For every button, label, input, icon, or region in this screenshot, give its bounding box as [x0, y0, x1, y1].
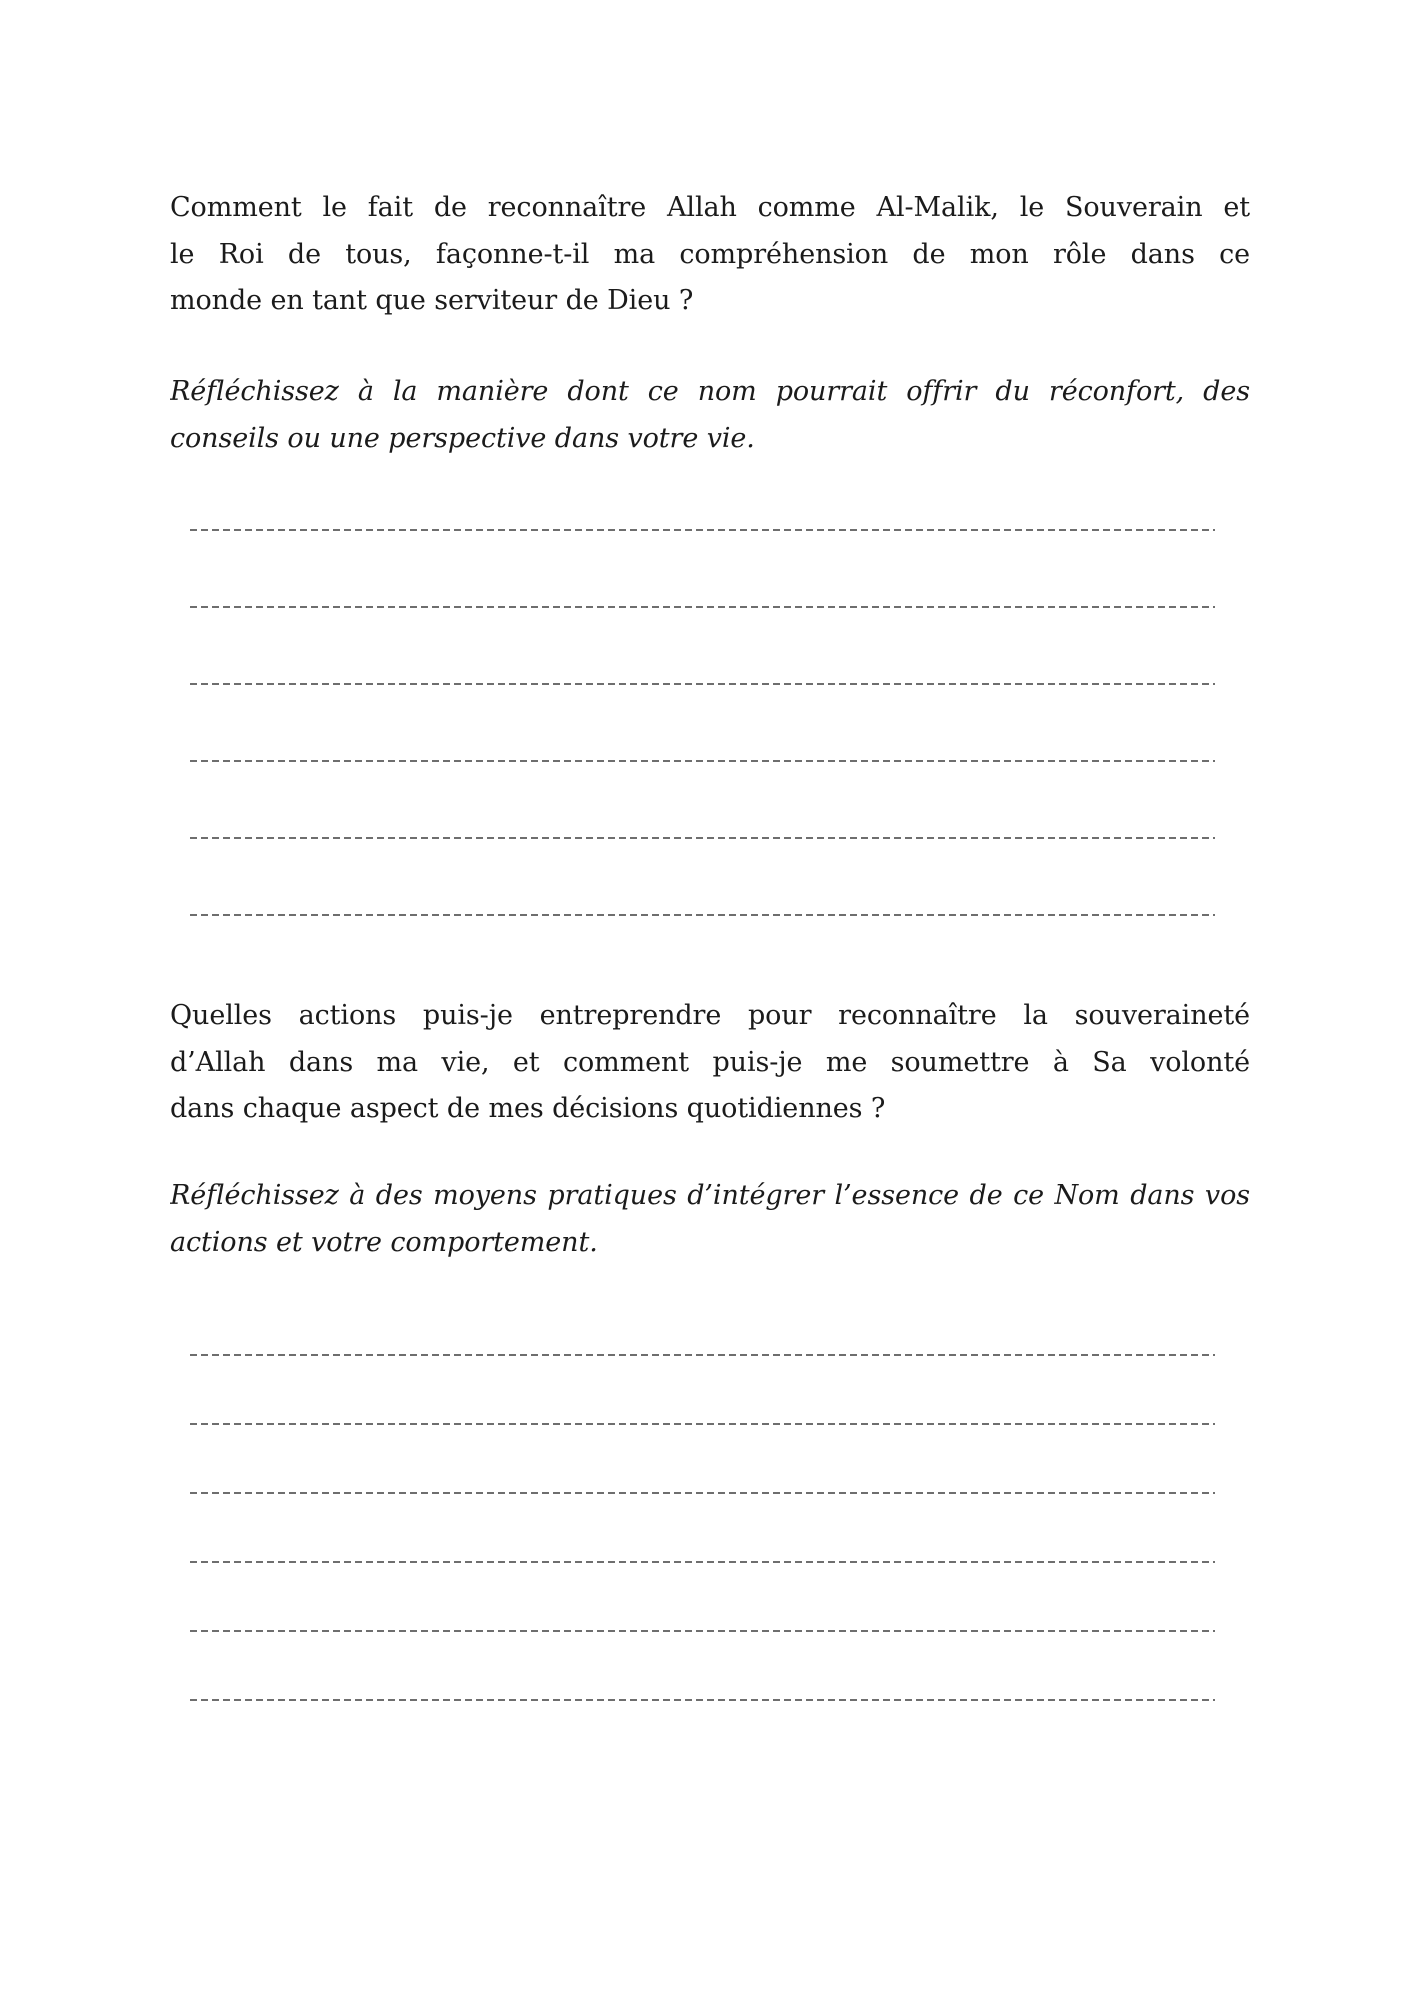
- reflection-hint-2: [170, 1173, 1250, 1266]
- answer-lines-block-2: [190, 1354, 1215, 1701]
- writing-line: [190, 1630, 1215, 1632]
- reflection-hint-2-line-2: actions et votre comportement.: [170, 1226, 598, 1258]
- writing-line: [190, 760, 1215, 762]
- writing-line: [190, 606, 1215, 608]
- writing-line: [190, 1423, 1215, 1425]
- reflection-hint-1-line-1: Réfléchissez à la manière dont ce nom pourrait offrir du réconfort, des: [170, 376, 1250, 407]
- question-1-line-1: Comment le fait de reconnaître Allah comme Al-Malik, le Souverain et: [170, 192, 1250, 223]
- answer-lines-block-1: [190, 529, 1215, 916]
- writing-line: [190, 1492, 1215, 1494]
- writing-line: [190, 1354, 1215, 1356]
- writing-line: [190, 529, 1215, 531]
- reflection-hint-1: [170, 369, 1250, 462]
- reflection-hint-2-line-1: Réfléchissez à des moyens pratiques d’intégrer l’essence de ce Nom dans vos: [170, 1180, 1250, 1211]
- question-2-line-1: Quelles actions puis-je entreprendre pour reconnaître la souveraineté: [170, 1000, 1250, 1031]
- question-2: [170, 993, 1250, 1133]
- writing-line: [190, 914, 1215, 916]
- writing-line: [190, 683, 1215, 685]
- question-1-line-2: le Roi de tous, façonne-t-il ma compréhension de mon rôle dans ce: [170, 238, 1250, 270]
- writing-line: [190, 1561, 1215, 1563]
- writing-line: [190, 837, 1215, 839]
- question-2-line-3: dans chaque aspect de mes décisions quotidiennes ?: [170, 1093, 886, 1124]
- writing-line: [190, 1699, 1215, 1701]
- reflection-hint-1-line-2: conseils ou une perspective dans votre vie.: [170, 422, 755, 454]
- question-1: [170, 185, 1250, 325]
- question-1-line-3: monde en tant que serviteur de Dieu ?: [170, 285, 694, 316]
- question-2-line-2: d’Allah dans ma vie, et comment puis-je me soumettre à Sa volonté: [170, 1046, 1250, 1078]
